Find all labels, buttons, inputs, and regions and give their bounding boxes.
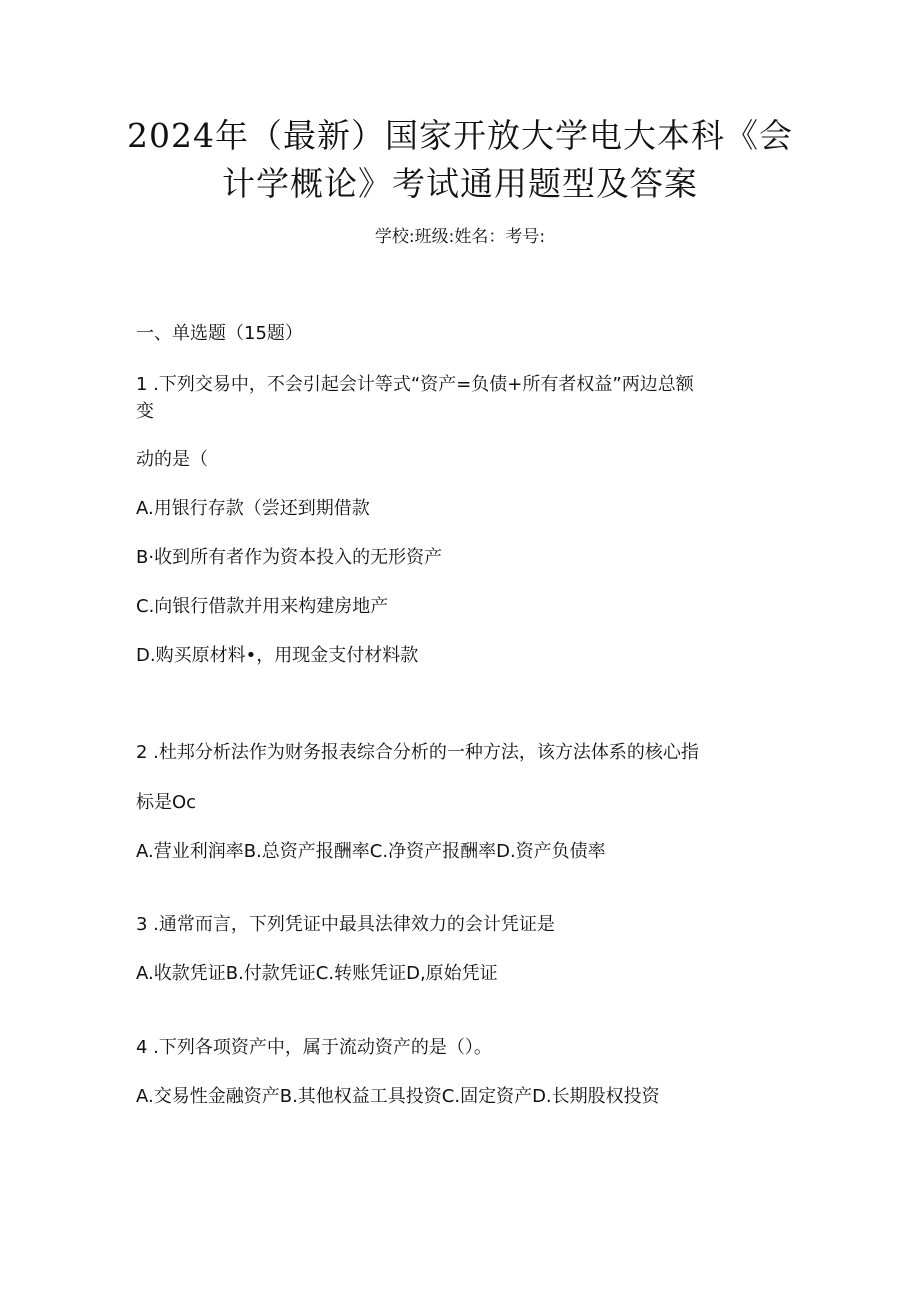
question-1-stem-line-2: 变 [136, 401, 154, 422]
question-1-option-c: C.向银行借款并用来构建房地产 [136, 596, 389, 617]
question-4-stem: 4 .下列各项资产中，属于流动资产的是（）。 [136, 1037, 492, 1058]
question-2-stem-line-2: 标是Oc [136, 792, 197, 813]
question-1-stem-line-1: 1 .下列交易中，不会引起会计等式“资产=负债+所有者权益”两边总额 [136, 374, 694, 395]
question-2-stem-line-1: 2 .杜邦分析法作为财务报表综合分析的一种方法，该方法体系的核心指 [136, 742, 699, 763]
question-3-stem: 3 .通常而言，下列凭证中最具法律效力的会计凭证是 [136, 914, 555, 935]
question-1-option-b: B·收到所有者作为资本投入的无形资产 [136, 547, 443, 568]
document-title-line-1: 2024年（最新）国家开放大学电大本科《会 [127, 116, 793, 155]
question-1-stem-line-3: 动的是（ [136, 449, 208, 470]
question-2-options: A.营业利润率B.总资产报酬率C.净资产报酬率D.资产负债率 [136, 841, 606, 862]
question-1-option-d: D.购买原材料•，用现金支付材料款 [136, 645, 419, 666]
document-subtitle: 学校:班级:姓名：考号: [374, 227, 546, 247]
question-4-options: A.交易性金融资产B.其他权益工具投资C.固定资产D.长期股权投资 [136, 1086, 660, 1107]
question-1-option-a: A.用银行存款（尝还到期借款 [136, 498, 370, 519]
question-3-options: A.收款凭证B.付款凭证C.转账凭证D,原始凭证 [136, 963, 498, 984]
document-title-line-2: 计学概论》考试通用题型及答案 [222, 164, 698, 203]
section-heading: 一、单选题（15题） [136, 323, 303, 344]
